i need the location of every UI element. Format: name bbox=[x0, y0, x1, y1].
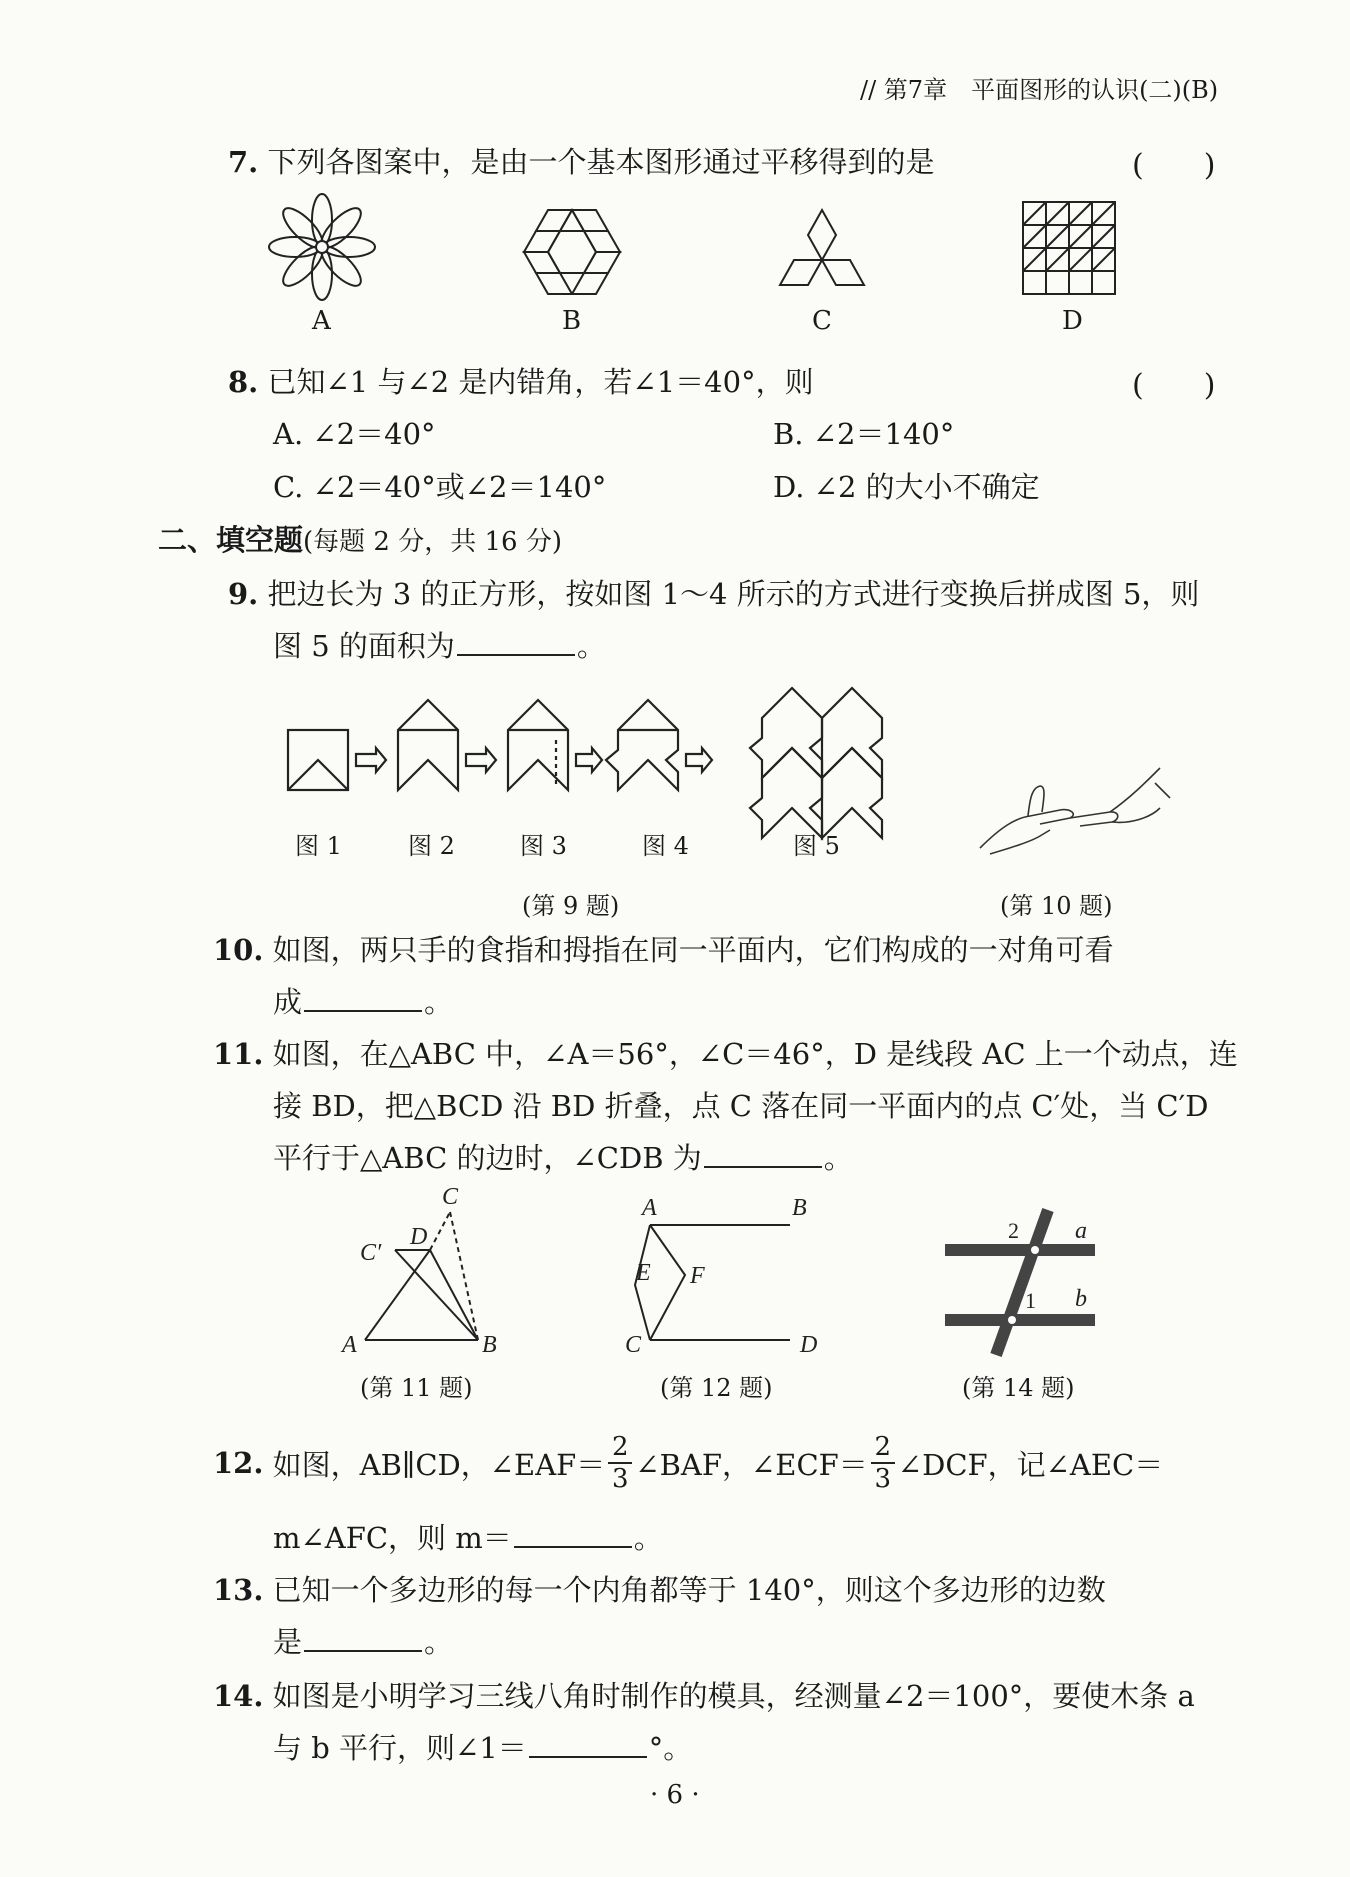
fig11-label-b: B bbox=[482, 1332, 497, 1358]
text: m∠AFC，则 m＝ bbox=[273, 1521, 512, 1555]
text: ∠DCF，记∠AEC＝ bbox=[897, 1447, 1164, 1482]
running-header: // 第7章 平面图形的认识(二)(B) bbox=[860, 76, 1219, 104]
figure-caption: (第 10 题) bbox=[1000, 892, 1113, 920]
figure-caption: (第 11 题) bbox=[360, 1374, 473, 1402]
question-number: 9. bbox=[228, 577, 259, 611]
fig14-label-1: 1 bbox=[1025, 1288, 1036, 1313]
question-12 bbox=[213, 1432, 1163, 1494]
text: 图 5 的面积为 bbox=[273, 629, 455, 663]
option-label-a: A bbox=[312, 306, 331, 336]
text: ∠BAF，∠ECF＝ bbox=[635, 1447, 868, 1482]
answer-blank[interactable] bbox=[514, 1520, 632, 1548]
text: 如图，AB∥CD，∠EAF＝ bbox=[272, 1447, 606, 1482]
figure-c-rhombi bbox=[780, 210, 864, 285]
option-a: A. ∠2＝40° bbox=[273, 417, 436, 451]
answer-blank[interactable] bbox=[704, 1140, 822, 1168]
fig12-label-b: B bbox=[792, 1195, 807, 1221]
fraction-denominator: 3 bbox=[874, 1464, 892, 1494]
question-13 bbox=[213, 1568, 1106, 1609]
question-11 bbox=[213, 1032, 1238, 1073]
page-number: · 6 · bbox=[650, 1780, 700, 1810]
question-8 bbox=[228, 360, 814, 401]
fig11-line bbox=[430, 1212, 450, 1250]
question-number: 11. bbox=[213, 1037, 264, 1071]
fig12-label-a: A bbox=[642, 1195, 657, 1221]
question-text: 如图是小明学习三线八角时制作的模具，经测量∠2＝100°，要使木条 a bbox=[272, 1679, 1195, 1713]
question-text: 如图，在△ABC 中，∠A＝56°，∠C＝46°，D 是线段 AC 上一个动点，连 bbox=[272, 1037, 1238, 1071]
fig12-label-d: D bbox=[800, 1332, 818, 1358]
answer-blank[interactable] bbox=[304, 984, 422, 1012]
question-number: 8. bbox=[228, 365, 259, 399]
section-note: (每题 2 分，共 16 分) bbox=[303, 527, 562, 557]
question-14-line2 bbox=[273, 1726, 692, 1767]
question-text: 如图，两只手的食指和拇指在同一平面内，它们构成的一对角可看 bbox=[272, 933, 1114, 967]
answer-blank[interactable] bbox=[457, 628, 575, 656]
question-number: 12. bbox=[213, 1446, 264, 1480]
hands-illustration bbox=[980, 768, 1170, 854]
section-title: 二、填空题 bbox=[158, 523, 304, 557]
question-7 bbox=[228, 140, 935, 181]
fig12-label-c: C bbox=[625, 1332, 642, 1358]
text: 。 bbox=[424, 985, 454, 1019]
fig11-label-d: D bbox=[410, 1224, 428, 1250]
figures-11-12-14 bbox=[330, 1180, 1130, 1360]
text: 。 bbox=[576, 629, 606, 663]
option-c: C. ∠2＝40°或∠2＝140° bbox=[273, 470, 607, 504]
answer-paren: ( ) bbox=[1132, 368, 1216, 403]
fig11-label-a: A bbox=[342, 1332, 357, 1358]
figure-label: 图 1 bbox=[295, 832, 342, 860]
option-d: D. ∠2 的大小不确定 bbox=[773, 470, 1040, 504]
option-label-b: B bbox=[562, 306, 582, 336]
figure-label: 图 3 bbox=[520, 832, 567, 860]
question-14 bbox=[213, 1674, 1195, 1715]
answer-blank[interactable] bbox=[304, 1624, 422, 1652]
fraction-numerator: 2 bbox=[874, 1432, 892, 1462]
question-text: 把边长为 3 的正方形，按如图 1～4 所示的方式进行变换后拼成图 5，则 bbox=[267, 577, 1200, 611]
question-11-line2: 接 BD，把△BCD 沿 BD 折叠，点 C 落在同一平面内的点 C′处，当 C′D bbox=[273, 1089, 1209, 1123]
fig11-label-c: C bbox=[442, 1184, 459, 1210]
text: 。 bbox=[823, 1141, 853, 1175]
text: 平行于△ABC 的边时，∠CDB 为 bbox=[273, 1141, 702, 1175]
text: 。 bbox=[424, 1625, 454, 1659]
question-number: 13. bbox=[213, 1573, 264, 1607]
question-9 bbox=[228, 572, 1199, 613]
figure-label: 图 2 bbox=[408, 832, 455, 860]
fig14-label-a: a bbox=[1075, 1218, 1087, 1244]
text: °。 bbox=[648, 1731, 693, 1765]
option-b: B. ∠2＝140° bbox=[773, 417, 955, 451]
text: 成 bbox=[273, 985, 303, 1019]
fig12-label-f: F bbox=[690, 1263, 705, 1289]
answer-paren: ( ) bbox=[1132, 148, 1216, 183]
question-13-line2 bbox=[273, 1620, 453, 1661]
question-10-line2 bbox=[273, 980, 453, 1021]
question-number: 14. bbox=[213, 1679, 264, 1713]
fig14-boards bbox=[945, 1210, 1095, 1355]
fraction bbox=[608, 1432, 632, 1494]
text: 与 b 平行，则∠1＝ bbox=[273, 1731, 527, 1765]
question-number: 7. bbox=[228, 145, 259, 179]
figure-a-flower bbox=[269, 194, 375, 300]
fig12-label-e: E bbox=[636, 1260, 651, 1286]
answer-blank[interactable] bbox=[529, 1730, 647, 1758]
question-text: 已知一个多边形的每一个内角都等于 140°，则这个多边形的边数 bbox=[272, 1573, 1106, 1607]
section-heading bbox=[158, 518, 562, 559]
fig12-line bbox=[650, 1225, 685, 1340]
figure-caption: (第 12 题) bbox=[660, 1374, 773, 1402]
question-text: 下列各图案中，是由一个基本图形通过平移得到的是 bbox=[267, 145, 935, 179]
fig14-label-b: b bbox=[1075, 1286, 1087, 1312]
figure-label: 图 4 bbox=[642, 832, 689, 860]
question-9-line2 bbox=[273, 624, 606, 665]
figure-caption: (第 14 题) bbox=[962, 1374, 1075, 1402]
text: 。 bbox=[633, 1521, 663, 1555]
fig14-label-2: 2 bbox=[1008, 1218, 1019, 1243]
question-10 bbox=[213, 928, 1114, 969]
question-number: 10. bbox=[213, 933, 264, 967]
text: 是 bbox=[273, 1625, 303, 1659]
question-12-line2 bbox=[273, 1516, 663, 1557]
figure-b-hexagram bbox=[524, 210, 620, 294]
figure-d-grid bbox=[1023, 202, 1115, 294]
fig11-line bbox=[450, 1212, 478, 1340]
question-text: 已知∠1 与∠2 是内错角，若∠1＝40°，则 bbox=[267, 365, 814, 399]
option-label-c: C bbox=[812, 306, 832, 336]
fraction bbox=[871, 1432, 895, 1494]
question-11-line3 bbox=[273, 1136, 853, 1177]
fraction-numerator: 2 bbox=[612, 1432, 629, 1462]
fraction-denominator: 3 bbox=[612, 1464, 629, 1494]
q7-figures bbox=[260, 190, 1160, 340]
figure-caption: (第 9 题) bbox=[522, 892, 620, 920]
option-label-d: D bbox=[1062, 306, 1083, 336]
fig11-label-cprime: C′ bbox=[360, 1240, 382, 1266]
figure-label: 图 5 bbox=[793, 832, 840, 860]
